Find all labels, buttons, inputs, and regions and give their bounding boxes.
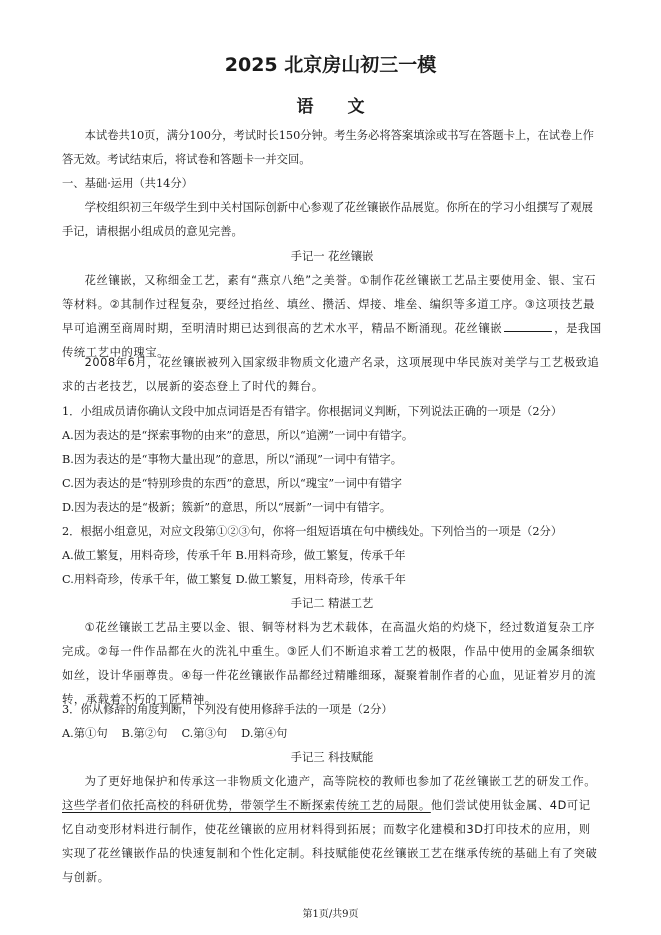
note1-text-after-blank: ，是我国传统工艺中的瑰宝。 [62,322,602,359]
exam-title: 2025 北京房山初三一模 [224,54,437,76]
question-2-options-cd: C.用料奇珍，传承千年，做工繁复 D.做工繁复，用料奇珍，传承千年 [62,573,406,586]
note1-title: 手记一 花丝镶嵌 [290,250,374,263]
question-3-option-d: D.第④句 [241,727,288,740]
note1-text-before-blank: 花丝镶嵌，又称细金工艺，素有“燕京八绝”之美誉。①制作花丝镶嵌工艺品主要使用金、银、宝石等材料。②其制作过程复杂，要经过掐丝、填丝、攒活、焊接、堆垒、编织等多道工序。③这项技艺最早可追溯至商周时期，至明清时期已达到很高的艺术水平，精品不断涌现。花丝镶嵌 [62,274,597,335]
question-3-option-a: A.第①句 [62,727,108,740]
note1-paragraph-2: 2008年6月，花丝镶嵌被列入国家级非物质文化遗产名录，这项展现中华民族对美学与工艺极致追求的古老技艺，以展新的姿态登上了时代的舞台。 [62,356,600,393]
question-1-stem: 1．小组成员请你确认文段中加点词语是否有错字。你根据词义判断，下列说法正确的一项是（2分） [62,405,563,418]
question-2-options-ab: A.做工繁复，用料奇珍，传承千年 B.用料奇珍，做工繁复，传承千年 [62,549,406,562]
fill-in-blank[interactable] [504,321,552,332]
subject-title: 语文 [296,97,399,117]
question-1-option-c: C.因为表达的是“特别珍贵的东西”的意思，所以“瑰宝”一词中有错字 [62,477,402,490]
note3-text-before: 为了更好地保护和传承这一非物质文化遗产，高等院校的教师也参加了花丝镶嵌工艺的研发工作。 [84,775,597,788]
section-lead: 学校组织初三年级学生到中关村国际创新中心参观了花丝镶嵌作品展览。你所在的学习小组撰写了观展手记，请根据小组成员的意见完善。 [62,201,593,238]
question-3-option-b: B.第②句 [121,727,168,740]
question-3-options [62,722,602,746]
question-3-stem: 3．你从修辞的角度判断，下列没有使用修辞手法的一项是（2分） [62,703,393,716]
note3-paragraph [62,770,602,890]
page-number-footer: 第1页/共9页 [302,909,359,920]
question-1-option-d: D.因为表达的是“极新；簇新”的意思，所以“展新”一词中有错字。 [62,501,392,514]
note3-underlined-sentence: 这些学者们依托高校的科研优势，带领学生不断探索传统工艺的局限。 [62,799,431,812]
note3-text-after: 他们尝试使用钛金属、4D可记忆自动变形材料进行制作，使花丝镶嵌的应用材料得到拓展；而数字化建模和3D打印技术的应用，则实现了花丝镶嵌作品的快速复制和个性化定制。科技赋能使花丝镶嵌工艺在继承传统的基础上有了突破与创新。 [62,799,598,884]
question-1-option-a: A.因为表达的是“探索事物的由来”的意思，所以“追溯”一词中有错字。 [62,429,414,442]
exam-instructions: 本试卷共10页，满分100分，考试时长150分钟。考生务必将答案填涂或书写在答题卡上，在试卷上作答无效。考试结束后，将试卷和答题卡一并交回。 [62,129,594,166]
note3-title: 手记三 科技赋能 [290,751,374,764]
note2-paragraph: ①花丝镶嵌工艺品主要以金、银、铜等材料为艺术载体，在高温火焰的灼烧下，经过数道复杂工序完成。②每一件作品都在火的洗礼中重生。③匠人们不断追求着工艺的极限，作品中使用的金属条细软如丝，设计华丽尊贵。④每一件花丝镶嵌作品都经过精雕细琢，凝聚着制作者的心血，见证着岁月的流转，承载着不朽的工匠精神。 [62,621,597,706]
question-3-option-c: C.第③句 [181,727,228,740]
section-heading: 一、基础·运用（共14分） [62,177,193,190]
note2-title: 手记二 精湛工艺 [290,597,374,610]
question-2-stem: 2．根据小组意见，对应文段第①②③句，你将一组短语填在句中横线处。下列恰当的一项是（2分） [62,525,563,538]
question-1-option-b: B.因为表达的是“事物大量出现”的意思，所以“涌现”一词中有错字。 [62,453,403,466]
